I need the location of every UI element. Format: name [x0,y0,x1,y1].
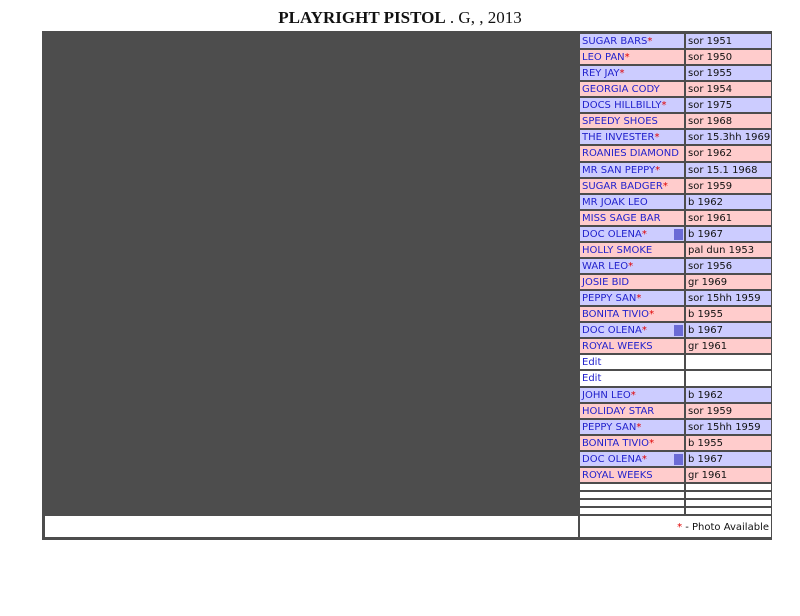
horse-info: sor 15.1 1968 [688,165,758,176]
photo-available-star: * [628,261,634,272]
gen5-name-cell [579,435,685,451]
horse-info: pal dun 1953 [688,245,755,256]
gen5-info-cell [685,419,772,435]
horse-info: gr 1969 [688,277,728,288]
horse-name-link[interactable] [582,83,682,96]
gen5-name-cell [579,451,685,467]
gen5-info-cell [685,33,772,49]
gen5-name-cell [579,354,685,370]
gen5-info-cell [685,162,772,178]
photo-available-star: * [649,309,655,320]
horse-info: sor 1956 [688,261,733,272]
gen5-name-cell [579,403,685,419]
horse-info: gr 1961 [688,341,728,352]
horse-info: b 1955 [688,438,723,449]
gen5-info-cell [685,129,772,145]
photo-legend [579,515,772,538]
footer-blank [44,515,579,538]
horse-name-link[interactable] [582,437,682,450]
horse-name-link[interactable] [582,212,682,225]
horse-name-link[interactable] [582,405,682,418]
gen5-name-cell [579,33,685,49]
gen5-name-cell [579,387,685,403]
gen5-info-cell [685,507,772,515]
horse-info: gr 1961 [688,470,728,481]
photo-available-star: * [636,293,642,304]
edit-link[interactable]: Edit [582,357,602,368]
horse-name-link[interactable] [582,244,682,257]
horse-name[interactable]: DOCS HILLBILLY [582,100,662,111]
horse-info: b 1967 [688,325,723,336]
horse-name-link[interactable] [582,276,682,289]
gen5-name-cell [579,242,685,258]
horse-info: b 1967 [688,229,723,240]
gen5-name-cell [579,162,685,178]
gen5-name-cell [579,370,685,387]
gen5-info-cell [685,194,772,210]
horse-name[interactable]: THE INVESTER [582,132,655,143]
horse-name-link[interactable] [582,421,682,434]
horse-name-link[interactable] [582,115,682,128]
horse-info: b 1967 [688,454,723,465]
horse-info: sor 1959 [688,181,733,192]
horse-info: sor 1954 [688,84,733,95]
gen5-info-cell [685,483,772,491]
horse-name-link[interactable] [582,51,682,64]
horse-info: sor 1975 [688,100,733,111]
horse-name[interactable]: JOHN LEO [582,390,631,401]
photo-available-star: * [619,68,625,79]
gen5-info-cell [685,387,772,403]
gen5-name-cell [579,226,685,242]
gen5-name-cell [579,306,685,322]
horse-info: sor 1968 [688,116,733,127]
horse-name[interactable]: LEO PAN [582,52,625,63]
horse-info: sor 1959 [688,406,733,417]
horse-name-link[interactable] [582,147,682,160]
horse-info: b 1962 [688,390,723,401]
horse-name-link[interactable] [582,340,682,353]
horse-name[interactable]: ROYAL WEEKS [582,341,653,352]
horse-name-link[interactable] [582,180,682,193]
gen5-name-cell [579,258,685,274]
horse-name-link[interactable] [582,67,682,80]
gen5-name-cell [579,65,685,81]
horse-name-link[interactable] [582,324,682,337]
horse-name-link[interactable] [582,164,682,177]
gen5-info-cell [685,435,772,451]
horse-name-link[interactable] [582,131,682,144]
horse-name[interactable]: GEORGIA CODY [582,84,660,95]
horse-name-link[interactable] [582,453,682,466]
gen5-name-cell [579,113,685,129]
photo-available-star: * [649,438,655,449]
gen5-name-cell [579,483,685,491]
horse-name[interactable]: MISS SAGE BAR [582,213,661,224]
gen5-name-cell [579,145,685,162]
photo-available-star: * [662,181,668,192]
horse-name[interactable]: WAR LEO [582,261,629,272]
gen5-info-cell [685,210,772,226]
gen5-name-cell [579,274,685,290]
title-details: . G, , 2013 [445,8,522,27]
gen5-name-cell [579,338,685,354]
horse-info: sor 1950 [688,52,733,63]
gen5-info-cell [685,113,772,129]
horse-name-link[interactable] [582,292,682,305]
photo-available-star: * [647,36,653,47]
gen5-info-cell [685,65,772,81]
horse-name[interactable]: SUGAR BARS [582,36,648,47]
photo-available-star: * [641,454,647,465]
gen5-info-cell [685,226,772,242]
gen5-name-cell [579,467,685,483]
horse-name[interactable]: DOC OLENA [582,229,642,240]
photo-available-star: * [655,165,661,176]
gen5-info-cell [685,499,772,507]
photo-available-star: * [641,325,647,336]
gen5-name-cell [579,419,685,435]
horse-name[interactable]: REY JAY [582,68,620,79]
horse-name[interactable]: DOC OLENA [582,325,642,336]
horse-name[interactable]: ROYAL WEEKS [582,470,653,481]
horse-name[interactable]: MR SAN PEPPY [582,165,656,176]
color-swatch-icon [674,454,683,465]
horse-name[interactable]: DOC OLENA [582,454,642,465]
gen5-info-cell [685,451,772,467]
horse-name[interactable]: SPEEDY SHOES [582,116,658,127]
horse-name[interactable]: SUGAR BADGER [582,181,663,192]
gen5-info-cell [685,274,772,290]
gen5-name-cell [579,499,685,507]
gen5-info-cell [685,370,772,387]
horse-name[interactable]: BONITA TIVIO [582,438,650,449]
gen5-name-cell [579,178,685,194]
gen5-name-cell [579,290,685,306]
gen5-name-cell [579,491,685,499]
horse-name[interactable]: HOLLY SMOKE [582,245,653,256]
horse-name[interactable]: JOSIE BID [582,277,630,288]
gen5-info-cell [685,145,772,162]
horse-name[interactable]: HOLIDAY STAR [582,406,655,417]
photo-available-star: * [661,100,667,111]
gen5-info-cell [685,258,772,274]
gen5-info-cell [685,49,772,65]
horse-name-link[interactable] [582,99,682,112]
horse-name-link[interactable] [582,308,682,321]
photo-available-star: * [641,229,647,240]
photo-available-star: * [677,522,683,533]
color-swatch-icon [674,325,683,336]
gen5-info-cell [685,81,772,97]
horse-info: b 1962 [688,197,723,208]
horse-info: sor 15hh 1959 [688,422,761,433]
gen5-name-cell [579,322,685,338]
horse-name[interactable]: PEPPY SAN [582,293,637,304]
gen5-name-cell [579,81,685,97]
horse-info: sor 1955 [688,68,733,79]
color-swatch-icon [674,229,683,240]
gen5-name-cell [579,194,685,210]
gen5-info-cell [685,290,772,306]
photo-available-star: * [636,422,642,433]
gen5-info-cell [685,306,772,322]
gen5-info-cell [685,97,772,113]
horse-name[interactable]: MR JOAK LEO [582,197,648,208]
gen5-info-cell [685,242,772,258]
horse-info: sor 15.3hh 1969 [688,132,771,143]
horse-info: sor 1962 [688,148,733,159]
horse-info: b 1955 [688,309,723,320]
gen5-info-cell [685,467,772,483]
horse-name[interactable]: BONITA TIVIO [582,309,650,320]
horse-name-link[interactable] [582,260,682,273]
gen5-name-cell [579,129,685,145]
gen5-info-cell [685,338,772,354]
horse-info: sor 1961 [688,213,733,224]
horse-name-link[interactable] [582,196,682,209]
gen5-info-cell [685,178,772,194]
edit-link[interactable]: Edit [582,373,602,384]
horse-info: sor 1951 [688,36,733,47]
horse-name[interactable]: PEPPY SAN [582,422,637,433]
photo-available-star: * [654,132,660,143]
photo-legend-text: - Photo Available [682,522,769,533]
title-horse-name: PLAYRIGHT PISTOL [278,8,446,27]
horse-name-link[interactable] [582,228,682,241]
gen5-info-cell [685,491,772,499]
gen5-info-cell [685,403,772,419]
photo-available-star: * [630,390,636,401]
pedigree-title [0,8,800,28]
gen5-name-cell [579,97,685,113]
gen5-name-cell [579,210,685,226]
horse-name[interactable]: ROANIES DIAMOND [582,148,679,159]
photo-available-star: * [624,52,630,63]
gen5-name-cell [579,49,685,65]
horse-info: sor 15hh 1959 [688,293,761,304]
pedigree-chart [42,31,772,540]
horse-name-link[interactable] [582,389,682,402]
horse-name-link[interactable] [582,35,682,48]
horse-name-link[interactable] [582,469,682,482]
gen5-info-cell [685,354,772,370]
gen5-info-cell [685,322,772,338]
gen5-name-cell [579,507,685,515]
